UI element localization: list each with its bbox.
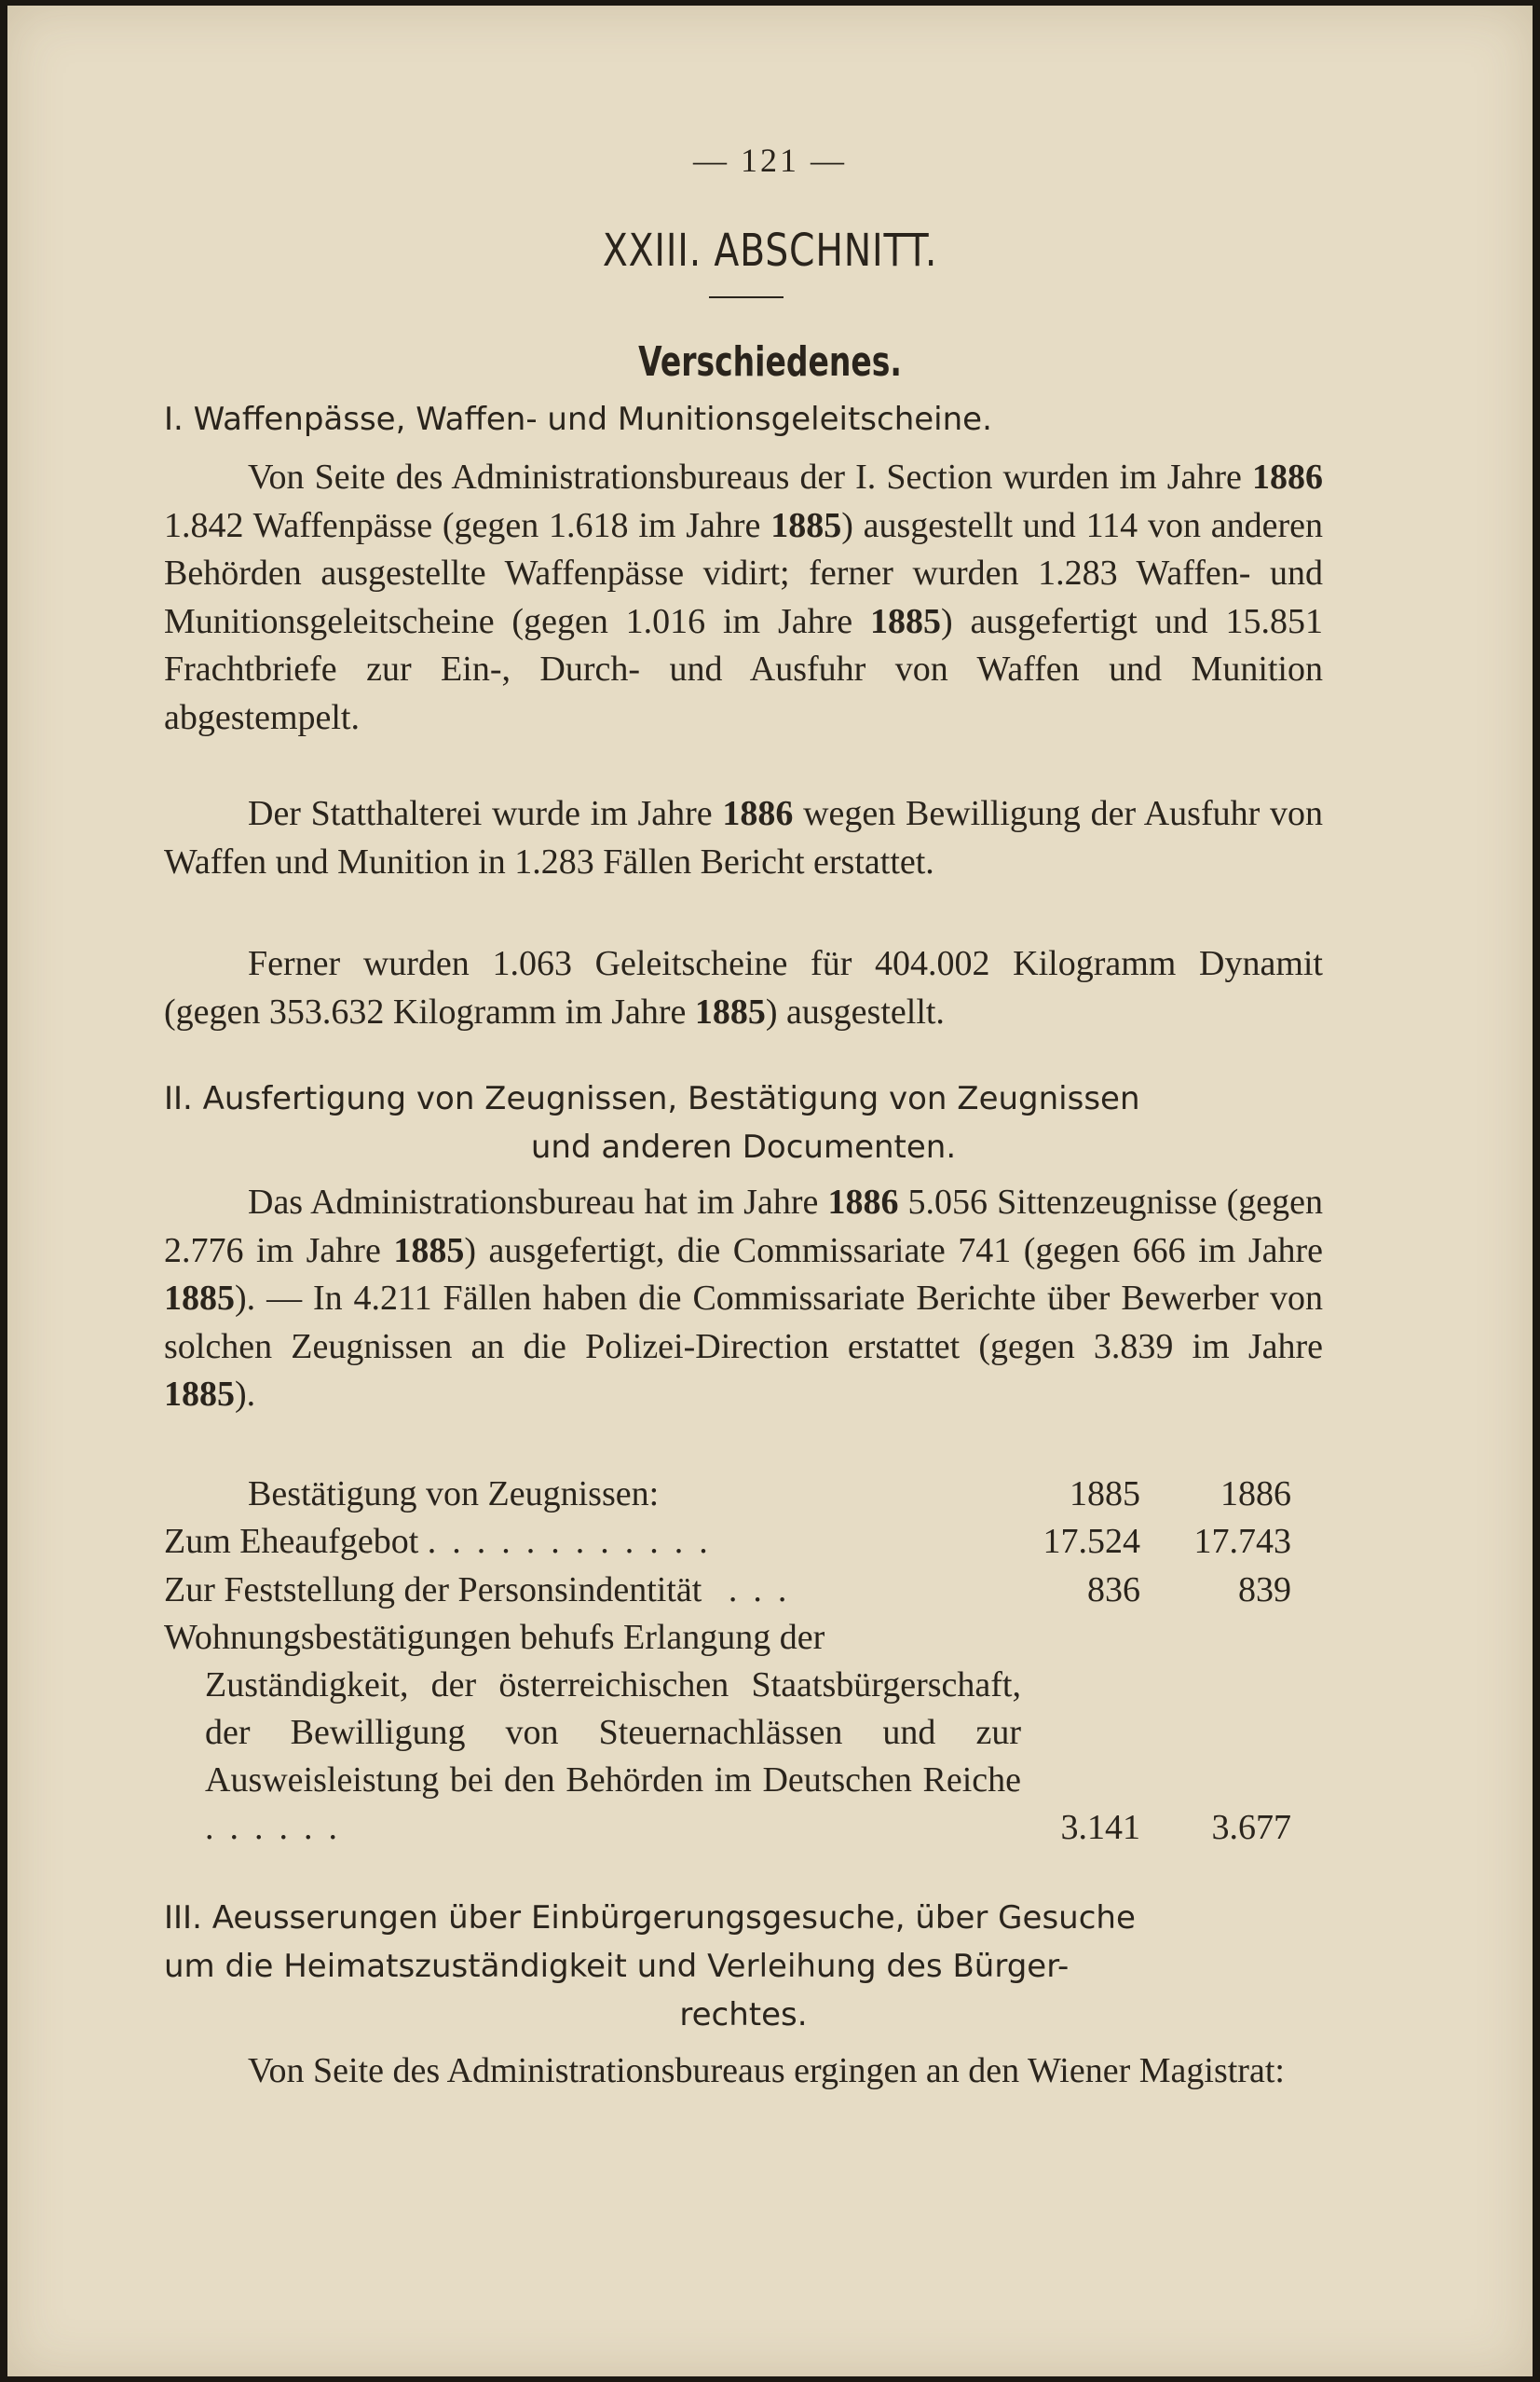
table-row-label: Zur Feststellung der Personsindentität (164, 1570, 702, 1609)
section-3-heading-line-2: um die Heimatszuständigkeit und Verleihung des Bürger- (164, 1948, 1070, 1985)
table-row-label-first-line: Wohnungsbestätigungen behufs Erlangung der (164, 1618, 825, 1657)
chapter-title: XXIII. ABSCHNITT. (602, 225, 938, 277)
section-subtitle: Verschiedenes. (638, 338, 902, 386)
section-3-paragraph-1: Von Seite des Administrationsbureaus ergingen an den Wiener Magistrat: (248, 2051, 1285, 2090)
table-cell-1885: 3.141 (1060, 1808, 1140, 1847)
section-1-heading-text: I. Waffenpässe, Waffen- und Munitionsgeleitscheine. (164, 401, 992, 438)
table-cell-1886: 17.743 (1193, 1522, 1291, 1561)
title-divider (709, 296, 784, 298)
section-2-heading (164, 1075, 1323, 1171)
table-header-label: Bestätigung von Zeugnissen: (248, 1474, 660, 1513)
table-row-label: Zum Eheaufgebot (164, 1522, 419, 1561)
table-row-leader: ... (728, 1570, 803, 1609)
section-3-heading-line-1: III. Aeusserungen über Einbürgerungsgesuche, über Gesuche (164, 1899, 1136, 1937)
section-2-paragraph-1: Das Administrationsbureau hat im Jahre 1886 5.056 Sittenzeugnisse (gegen 2.776 im Jahre 1885) ausgefertigt, die Commissariate 741 (gegen 666 im Jahre 1885). — In 4.211 Fällen haben die Commissariate Berichte über Bewerber von solchen Zeugnissen an die Polizei-Direction erstattet (gegen 3.839 im Jahre 1885). (164, 1183, 1323, 1414)
table-cell-1886: 839 (1238, 1570, 1291, 1609)
table-row-values (164, 1804, 1323, 1852)
page-number: — 121 — (693, 142, 847, 179)
table-row (164, 1567, 1323, 1614)
book-page (7, 6, 1533, 2376)
table-row (164, 1518, 1323, 1566)
table-row-leader: ...... (205, 1808, 353, 1847)
section-1-paragraph-1: Von Seite des Administrationsbureaus der I. Section wurden im Jahre 1886 1.842 Waffenpässe (gegen 1.618 im Jahre 1885) ausgestellt und 114 von anderen Behörden ausgestellte Waffenpässe vidirt; ferner wurden 1.283 Waffen- und Munitionsgeleitscheine (gegen 1.016 im Jahre 1885) ausgefertigt und 15.851 Frachtbriefe zur Ein-, Durch- und Ausfuhr von Waffen und Munition abgestempelt. (164, 458, 1324, 737)
section-3-heading (164, 1894, 1323, 2039)
section-2-heading-line-2: und anderen Documenten. (530, 1129, 957, 1166)
section-1-paragraph-3: Ferner wurden 1.063 Geleitscheine für 404.002 Kilogramm Dynamit (gegen 353.632 Kilogramm im Jahre 1885) ausgestellt. (164, 944, 1323, 1032)
section-3-heading-line-3: rechtes. (679, 1996, 808, 2033)
table-cell-1885: 836 (1087, 1570, 1140, 1609)
table-header-col-1886: 1886 (1220, 1474, 1291, 1513)
table-row-leader: ............ (427, 1522, 724, 1561)
table-header (164, 1471, 1323, 1518)
table-cell-1886: 3.677 (1211, 1808, 1291, 1847)
section-2-heading-line-1: II. Ausfertigung von Zeugnissen, Bestätigung von Zeugnissen (164, 1080, 1140, 1117)
table-row-label-continuation: Zuständigkeit, der österreichischen Staatsbürgerschaft, der Bewilligung von Steuernachlässen und zur Ausweisleistung bei den Behörden im Deutschen Reiche (205, 1665, 1021, 1800)
section-1-heading (164, 395, 1323, 444)
section-1-paragraph-2: Der Statthalterei wurde im Jahre 1886 wegen Bewilligung der Ausfuhr von Waffen und Munition in 1.283 Fällen Bericht erstattet. (164, 794, 1323, 882)
table-cell-1885: 17.524 (1043, 1522, 1140, 1561)
table-header-col-1885: 1885 (1070, 1474, 1140, 1513)
